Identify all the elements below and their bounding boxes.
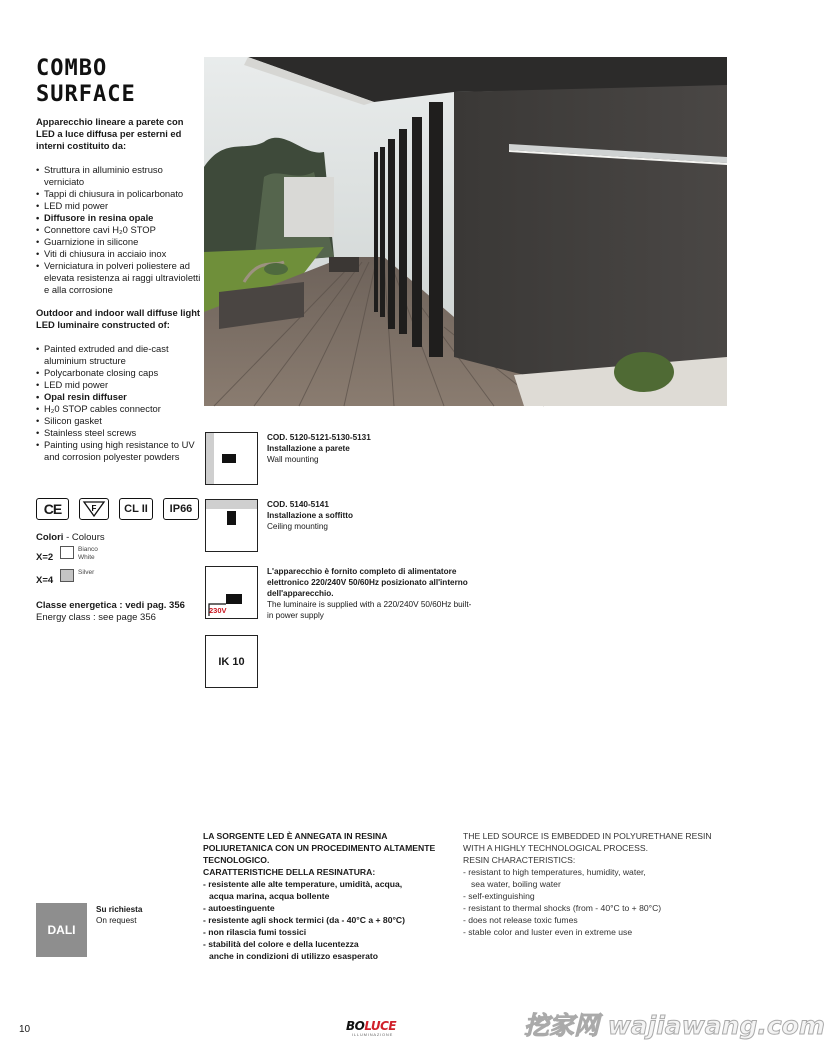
color-name-en: White — [78, 554, 95, 561]
led-source-it — [203, 830, 453, 962]
energy-class-it: Classe energetica : vedi pag. 356 — [36, 600, 185, 611]
white-swatch — [60, 546, 74, 559]
led-source-it-sub: CARATTERISTICHE DELLA RESINATURA: — [203, 867, 376, 877]
colors-label-en: - Colours — [66, 532, 105, 543]
page-number: 10 — [19, 1024, 31, 1035]
ceiling-mounting-icon — [205, 499, 258, 552]
led-source-en-heading: THE LED SOURCE IS EMBEDDED IN POLYURETHANE RESIN WITH A HIGHLY TECHNOLOGICAL PROCESS. — [463, 831, 712, 853]
power-supply-en: The luminaire is supplied with a 220/240V 50/60Hz built-in power supply — [267, 600, 472, 620]
feature-en-item: • Painted extruded and die-cast aluminium structure — [36, 343, 202, 367]
led-source-it-item: - resistente agli shock termici (da - 40°C a + 80°C) — [203, 915, 405, 925]
ik-rating-badge: IK 10 — [205, 635, 258, 688]
feature-en-item: • LED mid power — [36, 379, 202, 391]
colors-label-it: Colori — [36, 532, 64, 543]
dali-badge: DALI — [36, 903, 87, 957]
led-source-en-item: - resistant to thermal shocks (from - 40°C to + 80°C) — [463, 903, 662, 913]
dali-request-info — [96, 904, 142, 926]
power-supply-diagram — [206, 567, 257, 618]
wall-mounting-icon — [205, 432, 258, 485]
feature-it-item: • Guarnizione in silicone — [36, 236, 202, 248]
ceiling-mounting-en: Ceiling mounting — [267, 522, 328, 531]
power-supply-icon — [205, 566, 258, 619]
title-line-2: SURFACE — [36, 82, 136, 107]
title-line-1: COMBO — [36, 56, 108, 81]
feature-en-item: • Opal resin diffuser — [36, 391, 202, 403]
voltage-label: 230V — [209, 606, 227, 615]
brand-subtitle: ILLUMINAZIONE — [352, 1032, 394, 1037]
class-badge: CL II — [119, 498, 153, 520]
feature-en-item: • Painting using high resistance to UV and corrosion polyester powders — [36, 439, 202, 463]
colors-section — [36, 532, 105, 589]
led-source-en-item: - does not release toxic fumes — [463, 915, 578, 925]
ip-rating-badge: IP66 — [163, 498, 199, 520]
feature-it-item: • Connettore cavi H₂0 STOP — [36, 224, 202, 236]
led-source-en — [463, 830, 723, 938]
silver-swatch — [60, 569, 74, 582]
feature-en-item: • Polycarbonate closing caps — [36, 367, 202, 379]
description-column — [36, 116, 202, 474]
feature-it-item: • LED mid power — [36, 200, 202, 212]
features-it-list — [36, 164, 202, 296]
ceiling-mounting-info — [267, 499, 353, 532]
wall-mounting-it: Installazione a parete — [267, 444, 350, 453]
dali-request-it: Su richiesta — [96, 905, 143, 914]
wall-mounting-diagram — [206, 433, 257, 484]
brand-logo-part2: LUCE — [364, 1019, 397, 1033]
features-en-list — [36, 343, 202, 463]
dali-request-en: On request — [96, 916, 137, 925]
feature-it-item: • Diffusore in resina opale — [36, 212, 202, 224]
color-code: X=4 — [36, 575, 54, 586]
brand-logo — [346, 1019, 396, 1033]
led-source-it-item: - non rilascia fumi tossici — [203, 927, 307, 937]
ceiling-mounting-it: Installazione a soffitto — [267, 511, 353, 520]
feature-en-item: • H₂0 STOP cables connector — [36, 403, 202, 415]
led-source-it-item: anche in condizioni di utilizzo esasperato — [209, 951, 379, 961]
wall-mounting-en: Wall mounting — [267, 455, 319, 464]
terrace-scene-image — [204, 57, 727, 406]
led-source-en-item: - self-extinguishing — [463, 891, 535, 901]
watermark: 挖家网 wajiawang.com — [524, 1011, 825, 1040]
wall-mounting-info — [267, 432, 371, 465]
f-mark-label: F — [91, 504, 97, 513]
colors-header — [36, 532, 105, 543]
ceiling-mounting-code: COD. 5140-5141 — [267, 500, 329, 509]
color-name-it: Bianco — [78, 546, 98, 553]
brand-logo-part1: BO — [346, 1019, 365, 1033]
led-source-en-item: - resistant to high temperatures, humidity, water, — [463, 867, 646, 877]
power-supply-info — [267, 566, 477, 621]
feature-it-item: • Viti di chiusura in acciaio inox — [36, 248, 202, 260]
color-option-white — [36, 546, 105, 566]
color-option-silver — [36, 569, 105, 589]
led-source-en-item: sea water, boiling water — [471, 879, 561, 889]
feature-en-item: • Stainless steel screws — [36, 427, 202, 439]
ceiling-mounting-diagram — [206, 500, 257, 551]
product-photo — [204, 57, 727, 406]
energy-class-en: Energy class : see page 356 — [36, 612, 156, 623]
f-triangle-icon — [83, 501, 105, 517]
led-source-en-sub: RESIN CHARACTERISTICS: — [463, 855, 576, 865]
led-source-it-heading: LA SORGENTE LED È ANNEGATA IN RESINA POLIURETANICA CON UN PROCEDIMENTO ALTAMENTE TECNOLOGICO. — [203, 831, 436, 865]
led-source-it-item: - autoestinguente — [203, 903, 275, 913]
feature-it-item: • Verniciatura in polveri poliestere ad elevata resistenza ai raggi ultravioletti e alla corrosione — [36, 260, 202, 296]
ce-mark-icon: CE — [36, 498, 69, 520]
product-title — [36, 56, 136, 108]
feature-it-item: • Struttura in alluminio estruso verniciato — [36, 164, 202, 188]
intro-en: Outdoor and indoor wall diffuse light LED luminaire constructed of: — [36, 307, 201, 330]
certification-badges — [36, 498, 199, 520]
f-mark-icon — [79, 498, 109, 520]
wall-mounting-code: COD. 5120-5121-5130-5131 — [267, 433, 371, 442]
feature-en-item: • Silicon gasket — [36, 415, 202, 427]
led-source-it-item: - resistente alle alte temperature, umidità, acqua, — [203, 879, 403, 889]
led-source-en-item: - stable color and luster even in extreme use — [463, 927, 633, 937]
color-name-en: Silver — [78, 569, 95, 576]
feature-it-item: • Tappi di chiusura in policarbonato — [36, 188, 202, 200]
color-name — [78, 546, 98, 562]
color-code: X=2 — [36, 552, 54, 563]
intro-it: Apparecchio lineare a parete con LED a luce diffusa per esterni ed interni costituito da: — [36, 116, 184, 151]
led-source-it-item: - stabilità del colore e della lucentezza — [203, 939, 359, 949]
power-supply-it: L'apparecchio è fornito completo di alimentatore elettronico 220/240V 50/60Hz posizionato all'interno dell'apparecchio. — [267, 567, 468, 598]
energy-class — [36, 600, 185, 624]
led-source-it-item: acqua marina, acqua bollente — [209, 891, 330, 901]
